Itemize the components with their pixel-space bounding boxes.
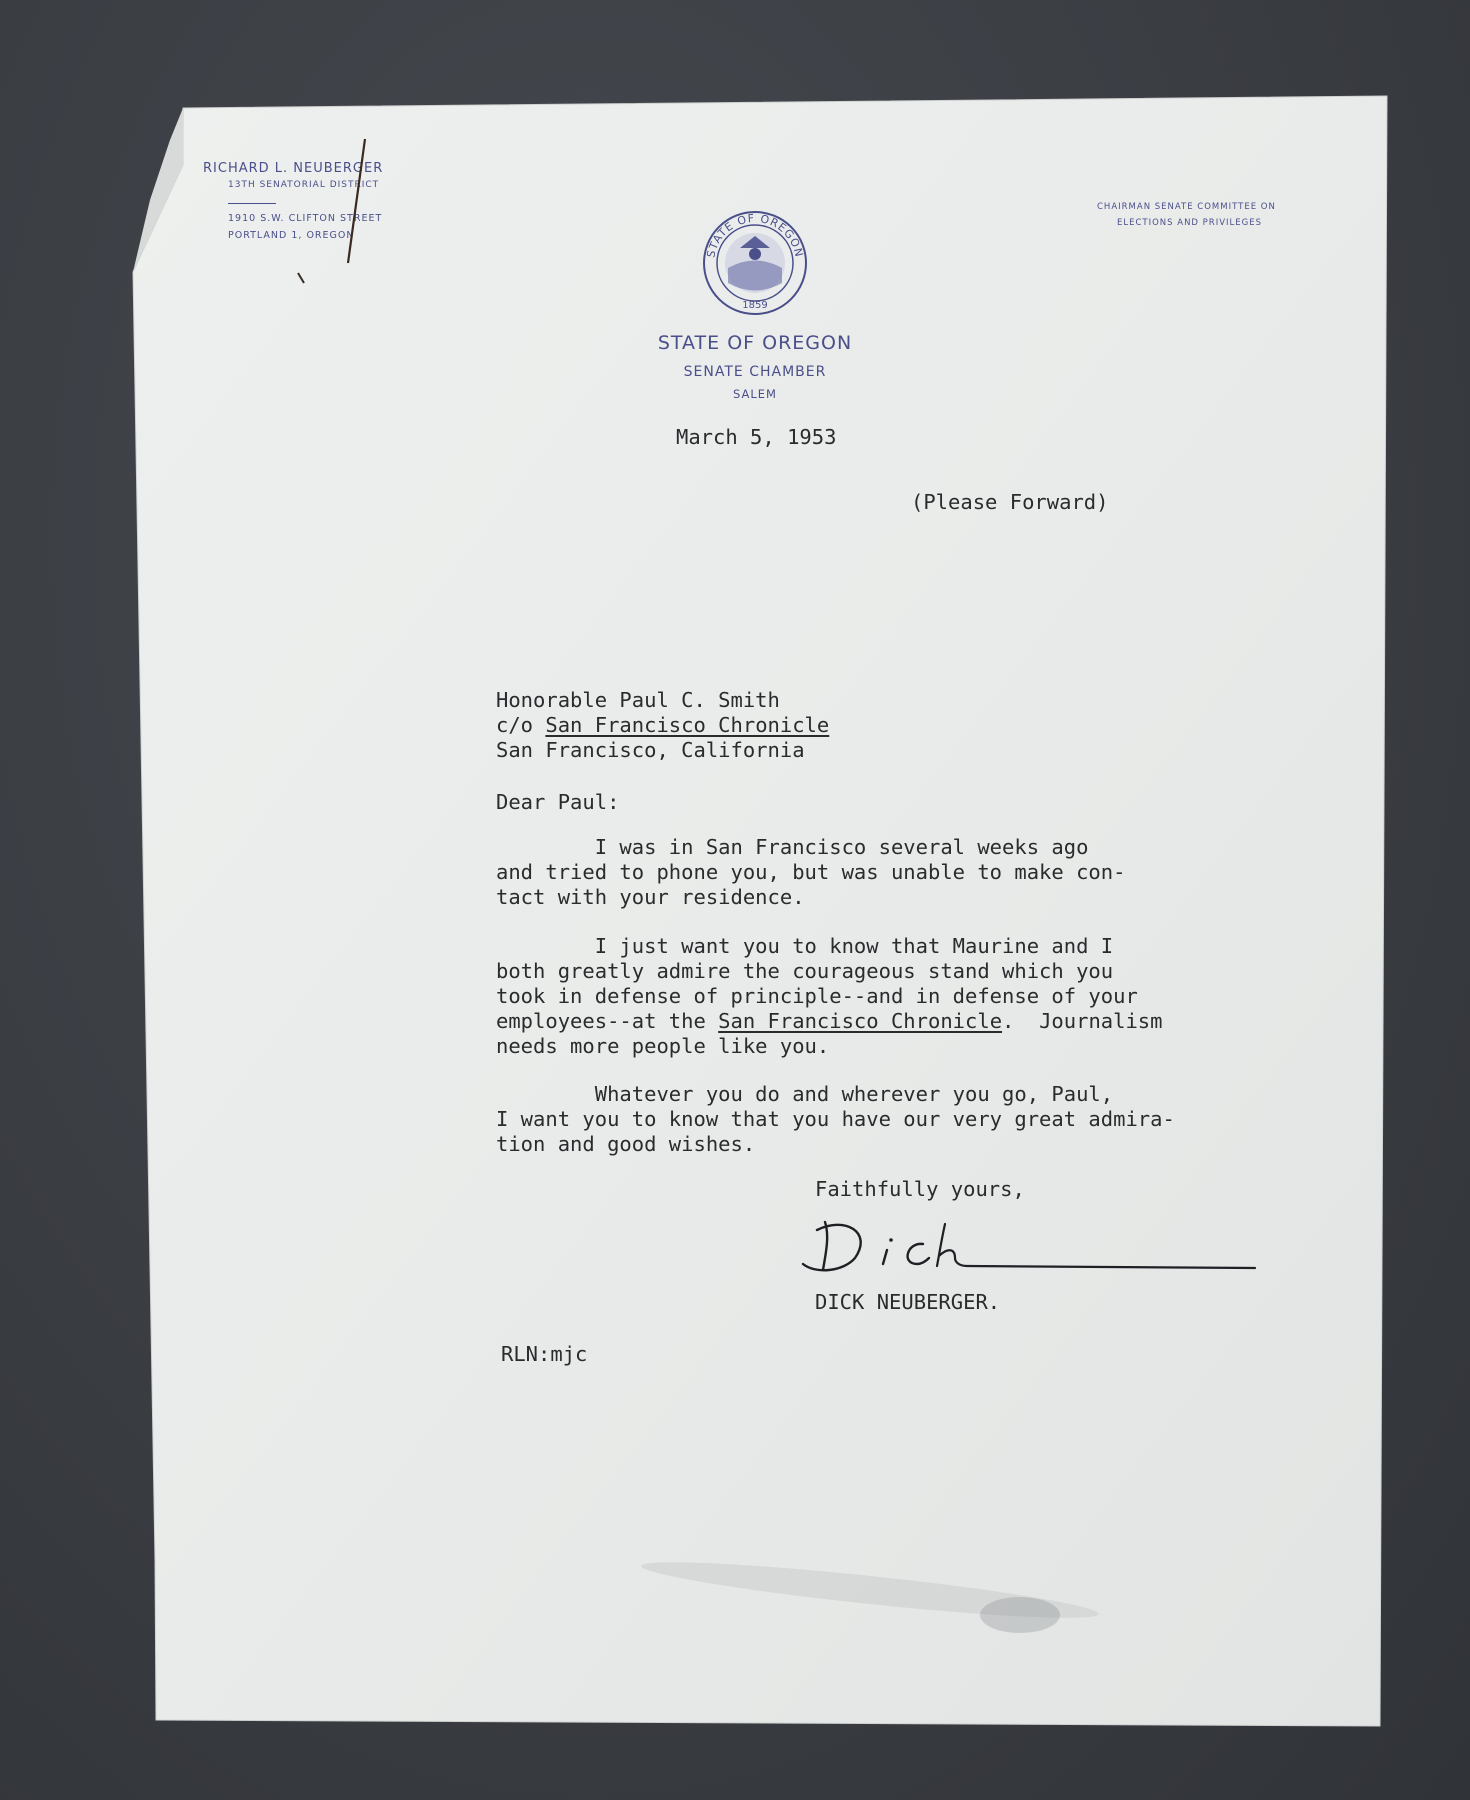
letterhead-title: STATE OF OREGON (657, 332, 853, 354)
signer-name: DICK NEUBERGER. (815, 1290, 1001, 1314)
sender-district: 13TH SENATORIAL DISTRICT (228, 180, 380, 190)
sender-city: PORTLAND 1, OREGON (228, 230, 355, 241)
signature (795, 1212, 1265, 1282)
address-line-2: c/o San Francisco Chronicle (496, 713, 830, 737)
seal-year: 1859 (742, 300, 768, 311)
newspaper-name: San Francisco Chronicle (718, 1009, 1003, 1033)
letterhead-divider (228, 203, 276, 204)
seal-text: STATE OF OREGON (704, 211, 806, 259)
letter-date: March 5, 1953 (676, 425, 837, 449)
state-seal-icon (700, 208, 810, 318)
address-line-1: Honorable Paul C. Smith (496, 688, 780, 712)
salutation: Dear Paul: (496, 790, 620, 814)
letterhead-chamber: SENATE CHAMBER (683, 364, 827, 380)
address-line-3: San Francisco, California (496, 738, 805, 762)
committee-line-1: CHAIRMAN SENATE COMMITTEE ON (1097, 202, 1276, 212)
forward-note: (Please Forward) (911, 490, 1109, 514)
committee-line-2: ELECTIONS AND PRIVILEGES (1117, 218, 1262, 228)
pencil-mark (290, 135, 370, 285)
newspaper-name: San Francisco Chronicle (545, 713, 830, 737)
sender-name: RICHARD L. NEUBERGER (203, 161, 384, 176)
closing: Faithfully yours, (815, 1177, 1025, 1201)
typist-initials: RLN:mjc (501, 1342, 588, 1366)
letterhead-city: SALEM (733, 387, 777, 401)
letter-sheet: RICHARD L. NEUBERGER 13TH SENATORIAL DISTRICT 1910 S.W. CLIFTON STREET PORTLAND 1, OREGON CHAIRMAN SENATE COMMITTEE ON ELECTIONS AND PRIVILEGES STATE OF OREGON 1859 STATE OF OREGON SENATE CHAMBER SALEM March 5, 1953 (Please Forward) Honorable Paul C. Smith c/o San Francisco Chronicle San Francisco, California Dear Paul: I was in San Francisco several weeks ago and tried to phone you, but was unable to make con- tact with your residence. I just want you to know that Maurine and I both greatly admire the courageous stand which you took in defense of principle--and in defense of your employees--at the San Francisco Chronicle. Journalism needs more people like you. Whatever you do and wherever you go, Paul, I want you to know that you have our very great admira- tion and good wishes. Faithfully yours, DICK NEUBERGER. RLN:mjc (0, 0, 1470, 1800)
sender-street: 1910 S.W. CLIFTON STREET (228, 213, 383, 224)
